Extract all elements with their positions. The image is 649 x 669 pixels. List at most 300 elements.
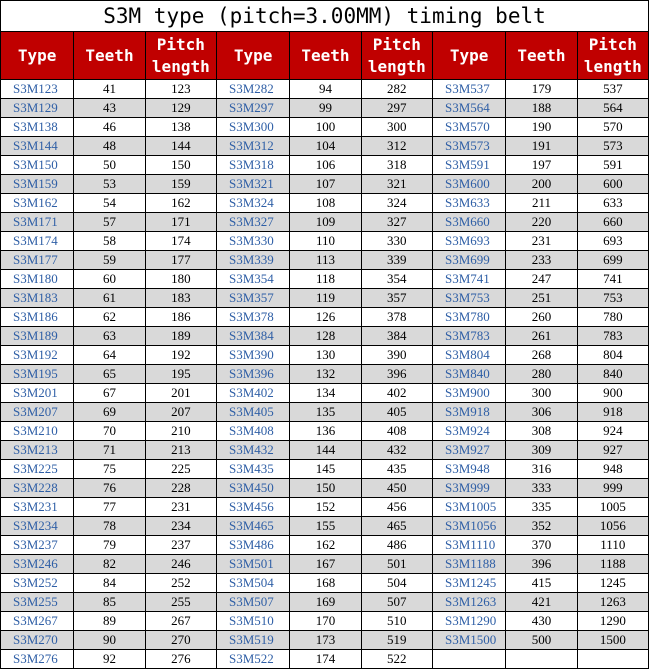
cell-pitch-length: 327	[361, 213, 432, 232]
cell-type: S3M237	[1, 536, 74, 555]
cell-teeth: 60	[74, 270, 145, 289]
cell-teeth: 107	[290, 175, 361, 194]
cell-teeth: 309	[506, 441, 577, 460]
cell-type: S3M633	[432, 194, 505, 213]
cell-teeth: 50	[74, 156, 145, 175]
cell-pitch-length: 1500	[577, 631, 648, 650]
cell-pitch-length: 510	[361, 612, 432, 631]
cell-teeth: 260	[506, 308, 577, 327]
cell-pitch-length: 693	[577, 232, 648, 251]
table-row	[1, 612, 649, 631]
cell-pitch-length: 231	[145, 498, 216, 517]
cell-pitch-length: 144	[145, 137, 216, 156]
table-row	[1, 213, 649, 232]
table-row	[1, 80, 649, 99]
cell-pitch-length: 321	[361, 175, 432, 194]
table-body	[1, 80, 649, 669]
cell-pitch-length: 228	[145, 479, 216, 498]
cell-pitch-length: 357	[361, 289, 432, 308]
cell-pitch-length: 138	[145, 118, 216, 137]
column-header: Teeth	[506, 32, 577, 80]
cell-type: S3M189	[1, 327, 74, 346]
cell-teeth: 126	[290, 308, 361, 327]
table-row	[1, 593, 649, 612]
cell-teeth: 169	[290, 593, 361, 612]
cell-pitch-length: 753	[577, 289, 648, 308]
table-row	[1, 137, 649, 156]
cell-teeth: 352	[506, 517, 577, 536]
cell-teeth: 108	[290, 194, 361, 213]
cell-type: S3M297	[216, 99, 289, 118]
cell-teeth: 150	[290, 479, 361, 498]
cell-type: S3M573	[432, 137, 505, 156]
cell-type: S3M741	[432, 270, 505, 289]
cell-type: S3M600	[432, 175, 505, 194]
cell-type: S3M267	[1, 612, 74, 631]
table-row	[1, 517, 649, 536]
cell-teeth: 57	[74, 213, 145, 232]
cell-type: S3M252	[1, 574, 74, 593]
cell-teeth: 109	[290, 213, 361, 232]
cell-teeth: 118	[290, 270, 361, 289]
cell-type: S3M390	[216, 346, 289, 365]
cell-pitch-length: 255	[145, 593, 216, 612]
cell-type: S3M384	[216, 327, 289, 346]
cell-teeth: 396	[506, 555, 577, 574]
cell-type: S3M1188	[432, 555, 505, 574]
cell-teeth: 100	[290, 118, 361, 137]
cell-pitch-length: 600	[577, 175, 648, 194]
cell-teeth: 174	[290, 650, 361, 669]
cell-teeth: 78	[74, 517, 145, 536]
cell-pitch-length: 591	[577, 156, 648, 175]
table-row	[1, 422, 649, 441]
cell-type: S3M780	[432, 308, 505, 327]
cell-teeth: 89	[74, 612, 145, 631]
cell-teeth: 168	[290, 574, 361, 593]
cell-teeth: 308	[506, 422, 577, 441]
cell-type: S3M210	[1, 422, 74, 441]
cell-type: S3M357	[216, 289, 289, 308]
cell-pitch-length: 177	[145, 251, 216, 270]
cell-teeth: 75	[74, 460, 145, 479]
table-row	[1, 441, 649, 460]
cell-pitch-length: 783	[577, 327, 648, 346]
cell-type: S3M339	[216, 251, 289, 270]
cell-teeth: 500	[506, 631, 577, 650]
cell-teeth: 85	[74, 593, 145, 612]
table-header-row	[1, 32, 649, 80]
table-row	[1, 270, 649, 289]
table-row	[1, 479, 649, 498]
cell-teeth: 106	[290, 156, 361, 175]
cell-type: S3M144	[1, 137, 74, 156]
cell-pitch-length: 927	[577, 441, 648, 460]
cell-teeth: 84	[74, 574, 145, 593]
cell-pitch-length: 237	[145, 536, 216, 555]
cell-pitch-length: 1056	[577, 517, 648, 536]
cell-pitch-length: 804	[577, 346, 648, 365]
cell-type: S3M918	[432, 403, 505, 422]
cell-teeth: 67	[74, 384, 145, 403]
table-row	[1, 498, 649, 517]
cell-pitch-length: 1110	[577, 536, 648, 555]
cell-pitch-length: 564	[577, 99, 648, 118]
cell-type: S3M948	[432, 460, 505, 479]
cell-teeth: 261	[506, 327, 577, 346]
cell-teeth: 113	[290, 251, 361, 270]
cell-type: S3M201	[1, 384, 74, 403]
cell-teeth: 197	[506, 156, 577, 175]
cell-teeth: 268	[506, 346, 577, 365]
cell-type: S3M321	[216, 175, 289, 194]
cell-type: S3M195	[1, 365, 74, 384]
cell-pitch-length: 378	[361, 308, 432, 327]
cell-teeth: 61	[74, 289, 145, 308]
cell-pitch-length: 339	[361, 251, 432, 270]
cell-type: S3M192	[1, 346, 74, 365]
cell-pitch-length: 486	[361, 536, 432, 555]
cell-teeth: 170	[290, 612, 361, 631]
table-row	[1, 536, 649, 555]
cell-type: S3M924	[432, 422, 505, 441]
cell-pitch-length: 522	[361, 650, 432, 669]
cell-pitch-length: 267	[145, 612, 216, 631]
column-header: Type	[216, 32, 289, 80]
cell-teeth: 144	[290, 441, 361, 460]
cell-teeth: 220	[506, 213, 577, 232]
cell-type: S3M900	[432, 384, 505, 403]
cell-pitch-length: 396	[361, 365, 432, 384]
cell-pitch-length: 1245	[577, 574, 648, 593]
cell-type: S3M693	[432, 232, 505, 251]
cell-type: S3M564	[432, 99, 505, 118]
column-header: Type	[432, 32, 505, 80]
cell-type: S3M180	[1, 270, 74, 289]
cell-type: S3M186	[1, 308, 74, 327]
cell-pitch-length: 129	[145, 99, 216, 118]
cell-teeth: 70	[74, 422, 145, 441]
cell-teeth: 233	[506, 251, 577, 270]
cell-pitch-length: 1290	[577, 612, 648, 631]
cell-pitch-length: 234	[145, 517, 216, 536]
cell-type: S3M402	[216, 384, 289, 403]
cell-teeth: 76	[74, 479, 145, 498]
cell-teeth: 94	[290, 80, 361, 99]
table-row	[1, 99, 649, 118]
cell-teeth: 63	[74, 327, 145, 346]
table-row	[1, 194, 649, 213]
cell-type: S3M162	[1, 194, 74, 213]
cell-teeth: 152	[290, 498, 361, 517]
cell-teeth: 65	[74, 365, 145, 384]
cell-teeth: 92	[74, 650, 145, 669]
cell-pitch-length: 408	[361, 422, 432, 441]
table-row	[1, 631, 649, 650]
cell-teeth: 132	[290, 365, 361, 384]
cell-teeth: 162	[290, 536, 361, 555]
table-row	[1, 365, 649, 384]
cell-pitch-length: 183	[145, 289, 216, 308]
cell-teeth: 190	[506, 118, 577, 137]
cell-pitch-length: 276	[145, 650, 216, 669]
table-row	[1, 308, 649, 327]
cell-teeth: 173	[290, 631, 361, 650]
cell-type: S3M138	[1, 118, 74, 137]
cell-type: S3M150	[1, 156, 74, 175]
cell-pitch-length: 504	[361, 574, 432, 593]
cell-pitch-length: 162	[145, 194, 216, 213]
cell-type: S3M330	[216, 232, 289, 251]
cell-teeth: 136	[290, 422, 361, 441]
cell-type: S3M804	[432, 346, 505, 365]
cell-teeth: 280	[506, 365, 577, 384]
cell-type: S3M591	[432, 156, 505, 175]
cell-type: S3M840	[432, 365, 505, 384]
cell-type: S3M183	[1, 289, 74, 308]
cell-teeth: 119	[290, 289, 361, 308]
cell-type: S3M378	[216, 308, 289, 327]
cell-pitch-length: 171	[145, 213, 216, 232]
cell-teeth: 77	[74, 498, 145, 517]
table-row	[1, 327, 649, 346]
cell-pitch-length: 159	[145, 175, 216, 194]
cell-pitch-length: 123	[145, 80, 216, 99]
table-row	[1, 156, 649, 175]
cell-type: S3M432	[216, 441, 289, 460]
cell-type: S3M465	[216, 517, 289, 536]
cell-teeth: 110	[290, 232, 361, 251]
cell-pitch-length: 450	[361, 479, 432, 498]
cell-type: S3M234	[1, 517, 74, 536]
cell-type: S3M1005	[432, 498, 505, 517]
cell-type: S3M510	[216, 612, 289, 631]
cell-pitch-length: 456	[361, 498, 432, 517]
cell-teeth: 62	[74, 308, 145, 327]
cell-pitch-length: 207	[145, 403, 216, 422]
cell-pitch-length: 633	[577, 194, 648, 213]
cell-type: S3M129	[1, 99, 74, 118]
cell-teeth: 54	[74, 194, 145, 213]
cell-pitch-length: 948	[577, 460, 648, 479]
cell-teeth: 430	[506, 612, 577, 631]
cell-pitch-length: 405	[361, 403, 432, 422]
table-row	[1, 251, 649, 270]
cell-teeth: 188	[506, 99, 577, 118]
cell-teeth: 179	[506, 80, 577, 99]
cell-pitch-length: 435	[361, 460, 432, 479]
page-title: S3M type (pitch=3.00MM) timing belt	[0, 0, 649, 31]
cell-pitch-length: 999	[577, 479, 648, 498]
cell-pitch-length	[577, 650, 648, 669]
cell-type: S3M486	[216, 536, 289, 555]
cell-teeth: 41	[74, 80, 145, 99]
cell-pitch-length: 192	[145, 346, 216, 365]
cell-teeth: 79	[74, 536, 145, 555]
cell-pitch-length: 354	[361, 270, 432, 289]
cell-pitch-length: 390	[361, 346, 432, 365]
table-row	[1, 555, 649, 574]
cell-teeth: 134	[290, 384, 361, 403]
cell-teeth: 104	[290, 137, 361, 156]
cell-pitch-length: 432	[361, 441, 432, 460]
table-row	[1, 460, 649, 479]
cell-type: S3M213	[1, 441, 74, 460]
cell-type: S3M228	[1, 479, 74, 498]
cell-pitch-length: 150	[145, 156, 216, 175]
cell-teeth: 53	[74, 175, 145, 194]
cell-type: S3M522	[216, 650, 289, 669]
table-row	[1, 289, 649, 308]
cell-pitch-length: 201	[145, 384, 216, 403]
cell-pitch-length: 780	[577, 308, 648, 327]
cell-pitch-length: 174	[145, 232, 216, 251]
cell-teeth: 167	[290, 555, 361, 574]
cell-teeth: 145	[290, 460, 361, 479]
column-header: Pitch length	[577, 32, 648, 80]
table-row	[1, 650, 649, 669]
cell-pitch-length: 918	[577, 403, 648, 422]
cell-teeth: 200	[506, 175, 577, 194]
cell-type: S3M255	[1, 593, 74, 612]
cell-teeth: 130	[290, 346, 361, 365]
cell-type: S3M405	[216, 403, 289, 422]
cell-teeth: 370	[506, 536, 577, 555]
cell-teeth: 300	[506, 384, 577, 403]
cell-teeth: 59	[74, 251, 145, 270]
cell-pitch-length: 384	[361, 327, 432, 346]
cell-pitch-length: 402	[361, 384, 432, 403]
cell-pitch-length: 924	[577, 422, 648, 441]
table-row	[1, 175, 649, 194]
cell-pitch-length: 300	[361, 118, 432, 137]
cell-pitch-length: 312	[361, 137, 432, 156]
cell-type: S3M450	[216, 479, 289, 498]
belt-table	[0, 31, 649, 669]
cell-type	[432, 650, 505, 669]
cell-pitch-length: 252	[145, 574, 216, 593]
cell-type: S3M927	[432, 441, 505, 460]
cell-teeth: 335	[506, 498, 577, 517]
cell-type: S3M174	[1, 232, 74, 251]
cell-type: S3M324	[216, 194, 289, 213]
column-header: Teeth	[74, 32, 145, 80]
cell-pitch-length: 1263	[577, 593, 648, 612]
cell-teeth: 128	[290, 327, 361, 346]
cell-type: S3M1263	[432, 593, 505, 612]
cell-teeth: 421	[506, 593, 577, 612]
cell-type: S3M282	[216, 80, 289, 99]
cell-type: S3M537	[432, 80, 505, 99]
cell-type: S3M246	[1, 555, 74, 574]
cell-pitch-length: 537	[577, 80, 648, 99]
cell-type: S3M753	[432, 289, 505, 308]
cell-teeth: 43	[74, 99, 145, 118]
column-header: Pitch length	[361, 32, 432, 80]
cell-type: S3M570	[432, 118, 505, 137]
cell-type: S3M312	[216, 137, 289, 156]
cell-type: S3M435	[216, 460, 289, 479]
cell-type: S3M783	[432, 327, 505, 346]
cell-teeth: 82	[74, 555, 145, 574]
cell-pitch-length: 840	[577, 365, 648, 384]
cell-type: S3M177	[1, 251, 74, 270]
table-row	[1, 384, 649, 403]
cell-pitch-length: 189	[145, 327, 216, 346]
cell-pitch-length: 465	[361, 517, 432, 536]
cell-pitch-length: 225	[145, 460, 216, 479]
cell-type: S3M270	[1, 631, 74, 650]
cell-type: S3M300	[216, 118, 289, 137]
cell-pitch-length: 660	[577, 213, 648, 232]
cell-type: S3M207	[1, 403, 74, 422]
cell-type: S3M507	[216, 593, 289, 612]
cell-pitch-length: 699	[577, 251, 648, 270]
cell-type: S3M504	[216, 574, 289, 593]
cell-type: S3M171	[1, 213, 74, 232]
cell-teeth: 46	[74, 118, 145, 137]
cell-pitch-length: 900	[577, 384, 648, 403]
cell-pitch-length: 519	[361, 631, 432, 650]
cell-type: S3M519	[216, 631, 289, 650]
table-row	[1, 346, 649, 365]
cell-teeth: 71	[74, 441, 145, 460]
cell-type: S3M354	[216, 270, 289, 289]
cell-pitch-length: 324	[361, 194, 432, 213]
cell-type: S3M1056	[432, 517, 505, 536]
cell-type: S3M699	[432, 251, 505, 270]
cell-teeth: 247	[506, 270, 577, 289]
table-row	[1, 118, 649, 137]
cell-type: S3M327	[216, 213, 289, 232]
column-header: Type	[1, 32, 74, 80]
cell-type: S3M999	[432, 479, 505, 498]
cell-pitch-length: 246	[145, 555, 216, 574]
cell-pitch-length: 330	[361, 232, 432, 251]
cell-type: S3M231	[1, 498, 74, 517]
cell-teeth: 48	[74, 137, 145, 156]
cell-teeth: 69	[74, 403, 145, 422]
cell-pitch-length: 573	[577, 137, 648, 156]
cell-teeth: 231	[506, 232, 577, 251]
cell-teeth: 64	[74, 346, 145, 365]
column-header: Teeth	[290, 32, 361, 80]
cell-pitch-length: 186	[145, 308, 216, 327]
cell-type: S3M1245	[432, 574, 505, 593]
cell-teeth: 333	[506, 479, 577, 498]
column-header: Pitch length	[145, 32, 216, 80]
cell-type: S3M396	[216, 365, 289, 384]
cell-type: S3M276	[1, 650, 74, 669]
table-row	[1, 403, 649, 422]
cell-pitch-length: 195	[145, 365, 216, 384]
cell-pitch-length: 180	[145, 270, 216, 289]
cell-pitch-length: 282	[361, 80, 432, 99]
cell-teeth: 415	[506, 574, 577, 593]
cell-type: S3M408	[216, 422, 289, 441]
cell-type: S3M456	[216, 498, 289, 517]
cell-type: S3M1110	[432, 536, 505, 555]
cell-teeth: 251	[506, 289, 577, 308]
cell-teeth: 316	[506, 460, 577, 479]
cell-teeth: 135	[290, 403, 361, 422]
cell-type: S3M123	[1, 80, 74, 99]
cell-pitch-length: 213	[145, 441, 216, 460]
cell-type: S3M501	[216, 555, 289, 574]
cell-type: S3M318	[216, 156, 289, 175]
cell-pitch-length: 1005	[577, 498, 648, 517]
table-row	[1, 574, 649, 593]
